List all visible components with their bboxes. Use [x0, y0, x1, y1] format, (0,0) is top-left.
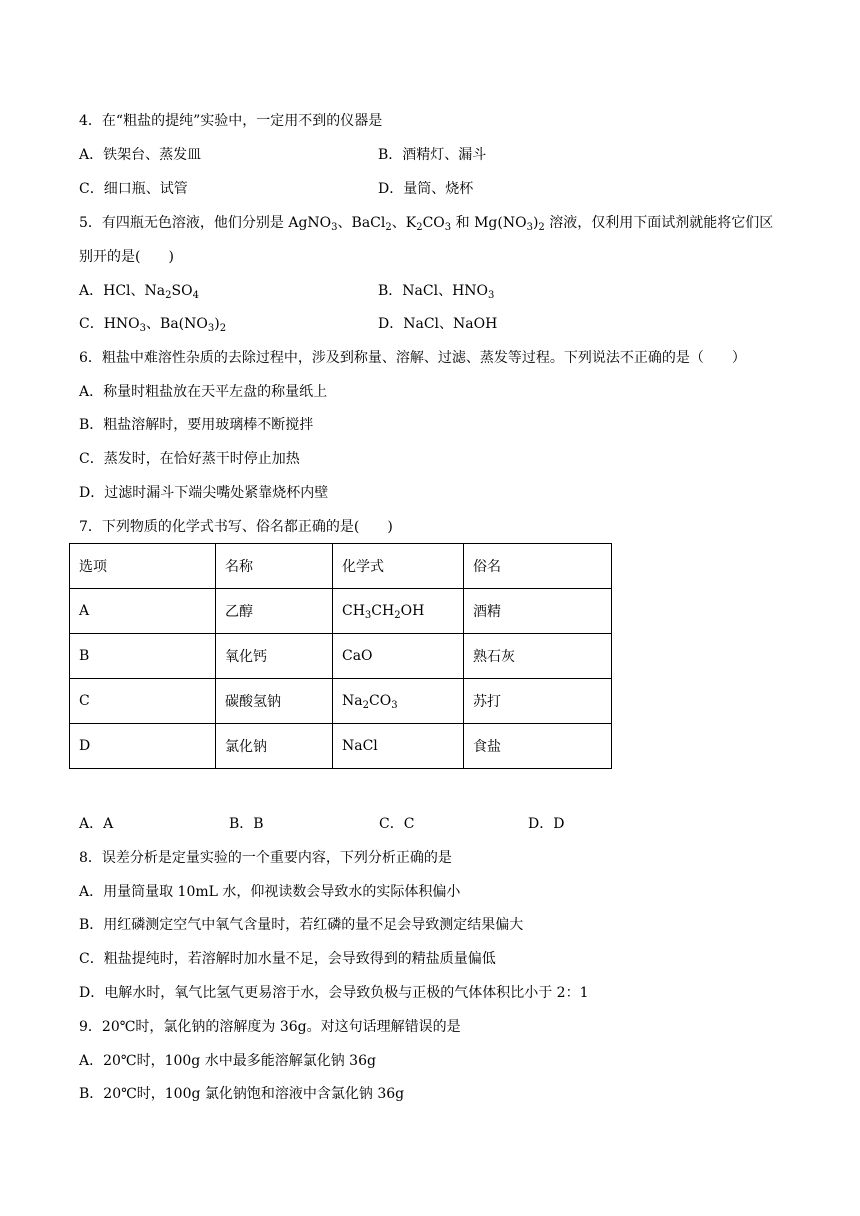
q4-stem: 4．在“粗盐的提纯”实验中，一定用不到的仪器是	[79, 113, 383, 129]
q7-stem: 7．下列物质的化学式书写、俗名都正确的是( )	[79, 519, 393, 535]
q7-option-a: A．A	[79, 816, 114, 832]
q8-option-c: C．粗盐提纯时，若溶解时加水量不足，会导致得到的精盐质量偏低	[79, 951, 496, 967]
q8-stem: 8．误差分析是定量实验的一个重要内容，下列分析正确的是	[79, 850, 452, 866]
q5-option-b: B．NaCl、$HNO_3$	[378, 283, 495, 301]
q5-option-c: C．$HNO_3$、$Ba(NO_3)_2$	[79, 316, 227, 334]
q5-stem-line1: 5．有四瓶无色溶液，他们分别是 AgNO$_3$、BaCl$_2$、$K_2CO_3$ 和 $Mg(NO_3)_2$ 溶液，仅利用下面试剂就能将它们区	[79, 215, 774, 233]
table-header-row	[70, 544, 612, 589]
q9-stem: 9．20℃时，氯化钠的溶解度为 36g。对这句话理解错误的是	[79, 1019, 461, 1035]
q8-option-a: A．用量筒量取 10mL 水，仰视读数会导致水的实际体积偏小	[79, 884, 461, 900]
header-formula: 化学式	[333, 544, 464, 589]
table-row	[70, 679, 612, 724]
q8-option-d: D．电解水时，氧气比氢气更易溶于水，会导致负极与正极的气体体积比小于 2：1	[79, 985, 589, 1001]
cell-name: 碳酸氢钠	[216, 679, 333, 724]
cell-name: 乙醇	[216, 589, 333, 634]
table-row	[70, 589, 612, 634]
q7-options	[79, 814, 564, 834]
q6-option-d: D．过滤时漏斗下端尖嘴处紧靠烧杯内壁	[79, 485, 329, 501]
table-row	[70, 634, 612, 679]
cell-name: 氯化钠	[216, 724, 333, 769]
q8-option-b: B．用红磷测定空气中氧气含量时，若红磷的量不足会导致测定结果偏大	[79, 917, 524, 933]
cell-name: 氧化钙	[216, 634, 333, 679]
header-name: 名称	[216, 544, 333, 589]
q9-option-a: A．20℃时，100g 水中最多能溶解氯化钠 36g	[79, 1053, 376, 1069]
q4-option-c: C．细口瓶、试管	[79, 181, 188, 197]
cell-formula: $Na_2CO_3$	[333, 679, 464, 724]
header-option: 选项	[70, 544, 216, 589]
header-common-name: 俗名	[464, 544, 612, 589]
q7-option-d: D．D	[528, 816, 565, 832]
q5-stem-line2: 别开的是( )	[79, 249, 174, 265]
q6-stem: 6．粗盐中难溶性杂质的去除过程中，涉及到称量、溶解、过滤、蒸发等过程。下列说法不正确的是（ ）	[79, 350, 746, 366]
q6-option-b: B．粗盐溶解时，要用玻璃棒不断搅拌	[79, 417, 314, 433]
cell-common-name: 酒精	[464, 589, 612, 634]
q7-table	[69, 543, 612, 769]
q4-option-b: B．酒精灯、漏斗	[378, 147, 487, 163]
cell-option: D	[70, 724, 216, 769]
q5-option-d: D．NaCl、NaOH	[378, 316, 498, 332]
q6-option-a: A．称量时粗盐放在天平左盘的称量纸上	[79, 384, 328, 400]
q5-option-a: A．HCl、$Na_2SO_4$	[79, 283, 199, 301]
cell-formula: NaCl	[333, 724, 464, 769]
cell-option: A	[70, 589, 216, 634]
table-row	[70, 724, 612, 769]
cell-common-name: 苏打	[464, 679, 612, 724]
cell-option: B	[70, 634, 216, 679]
cell-formula: CaO	[333, 634, 464, 679]
q4-option-a: A．铁架台、蒸发皿	[79, 147, 202, 163]
q7-option-b: B．B	[229, 816, 264, 832]
q9-option-b: B．20℃时，100g 氯化钠饱和溶液中含氯化钠 36g	[79, 1086, 405, 1102]
cell-common-name: 食盐	[464, 724, 612, 769]
cell-option: C	[70, 679, 216, 724]
q7-option-c: C．C	[379, 816, 415, 832]
q4-option-d: D．量筒、烧杯	[378, 181, 474, 197]
cell-formula: $CH_3CH_2OH$	[333, 589, 464, 634]
cell-common-name: 熟石灰	[464, 634, 612, 679]
q6-option-c: C．蒸发时，在恰好蒸干时停止加热	[79, 451, 300, 467]
